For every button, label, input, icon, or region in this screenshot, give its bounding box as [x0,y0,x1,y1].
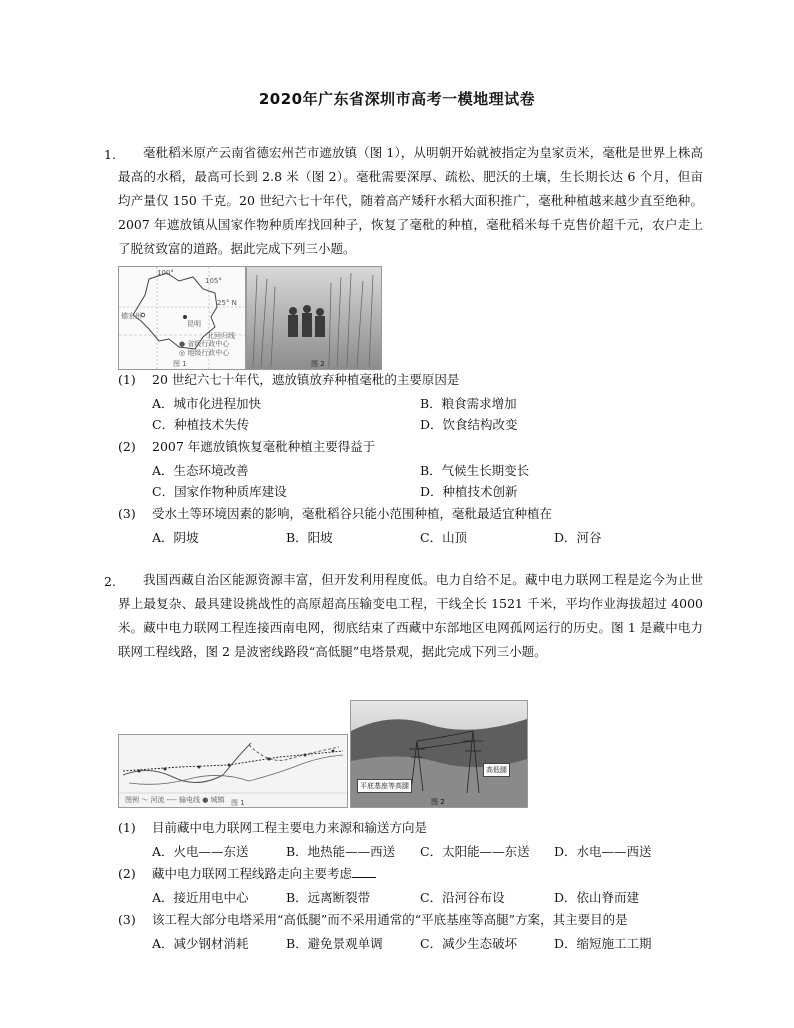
q2-sub3-option-d[interactable]: D．缩短施工工期 [554,936,652,951]
fig2-caption: 图 2 [311,360,325,368]
q2-sub2-option-a[interactable]: A．接近用电中心 [152,890,249,905]
q2-sub3-options [152,933,652,954]
q2-sub3-stem [118,910,628,930]
question-2-stem: 我国西藏自治区能源资源丰富，但开发利用程度低。电力自给不足。藏中电力联网工程是迄今为止世界上最复杂、最具建设挑战性的高原超高压输变电工程，干线全长 1521 千米，平均作业海拔超过 4000 米。藏中电力联网工程连接西南电网，彻底结束了西藏中东部地区电网孤网运行的历史。图 1 是藏中电力联网工程线路，图 2 是波密线路段“高低腿”电塔景观，据此完成下列三小题。 [118,572,703,659]
q1-sub3-number: (3) [118,506,136,521]
fig1-place2: 昆明 [187,320,201,328]
q2-sub3-text: 该工程大部分电塔采用“高低腿”而不采用通常的“平底基座等高腿”方案，其主要目的是 [152,912,628,927]
q2-sub1-number: (1) [118,820,136,835]
q1-sub1-text: 20 世纪六七十年代，遮放镇放弃种植毫秕的主要原因是 [152,372,460,387]
q1-sub3-option-a[interactable]: A．阴坡 [152,530,199,545]
q1-sub1-stem [118,370,459,390]
fig1-legend1: ● 省级行政中心 [179,340,230,348]
q1-sub2-option-b[interactable]: B．气候生长期变长 [420,463,530,478]
q1-sub3-text: 受水土等环境因素的影响，毫秕稻谷只能小范围种植，毫秕最适宜种植在 [152,506,553,521]
q1-sub1-number: (1) [118,372,136,387]
q2-sub1-options [152,841,652,862]
q2-sub1-option-d[interactable]: D．水电——西送 [554,844,652,859]
q1-sub3-options [152,527,602,548]
question-1-number: 1. [104,147,116,162]
fig1-lat: 25° N [217,299,237,307]
q1-sub2-number: (2) [118,439,136,454]
q2-fig1-legend: 图例 ～ 河流 ---- 输电线 ● 城镇 [125,796,225,804]
q1-sub2-text: 2007 年遮放镇恢复毫秕种植主要得益于 [152,439,376,454]
fig1-legend2: ◎ 地级行政中心 [179,349,230,357]
page-title: 2020年广东省深圳市高考一模地理试卷 [258,90,536,108]
q1-sub2-option-d[interactable]: D．种植技术创新 [420,484,518,499]
q1-sub2-option-c[interactable]: C．国家作物种质库建设 [152,484,287,499]
q1-sub2-stem [118,437,375,457]
q2-sub2-options [152,887,639,908]
q1-sub2-option-a[interactable]: A．生态环境改善 [152,463,249,478]
fig1-place1: 德宏州 [121,312,142,320]
q2-sub1-option-c[interactable]: C．太阳能——东送 [420,844,530,859]
q1-sub1-options [152,393,518,435]
q2-sub1-stem [118,818,427,838]
rice-field-photo-icon [247,267,381,369]
q2-fig2-label2: 高低腿 [483,763,510,777]
fig1-line-label: 北回归线 [207,332,235,340]
question-1-stem: 毫秕稻米原产云南省德宏州芒市遮放镇（图 1），从明朝开始就被指定为皇家贡米，毫秕是世界上株高最高的水稻，最高可长到 2.8 米（图 2）。毫秕需要深厚、疏松、肥沃的土壤，生长期长达 6 个月，但亩均产量仅 150 千克。20 世纪六七十年代，随着高产矮秆水稻大面积推广，毫秕种植越来越少直至绝种。2007 年遮放镇从国家作物种质库找回种子，恢复了毫秕的种植，毫秕稻米每千克售价超千元，农户走上了脱贫致富的道路。据此完成下列三小题。 [118,145,703,256]
q2-sub1-text: 目前藏中电力联网工程主要电力来源和输送方向是 [152,820,428,835]
q1-sub2-options [152,460,529,502]
q1-sub3-stem [118,504,552,524]
fig1-caption: 图 1 [173,360,187,368]
q2-sub2-option-d[interactable]: D．依山脊而建 [554,890,640,905]
q2-figure-1-route-map [118,734,348,808]
q2-sub1-option-a[interactable]: A．火电——东送 [152,844,249,859]
q1-sub3-option-b[interactable]: B．阳坡 [286,530,333,545]
q1-sub1-option-a[interactable]: A．城市化进程加快 [152,396,262,411]
answer-blank[interactable] [352,865,376,878]
q2-sub2-option-c[interactable]: C．沿河谷布设 [420,890,505,905]
q1-figure-1-map [118,266,246,370]
q2-sub3-option-b[interactable]: B．避免景观单调 [286,936,383,951]
q2-sub2-stem [118,864,376,884]
q2-figure-2-tower-photo [350,700,528,808]
q2-sub2-text: 藏中电力联网工程线路走向主要考虑 [152,866,353,881]
q2-fig1-caption: 图 1 [231,799,245,807]
q1-sub1-option-c[interactable]: C．种植技术失传 [152,417,250,432]
q1-sub1-option-d[interactable]: D．饮食结构改变 [420,417,518,432]
q1-sub3-option-c[interactable]: C．山顶 [420,530,468,545]
q2-sub2-number: (2) [118,866,136,881]
q2-sub3-number: (3) [118,912,136,927]
q2-sub3-option-a[interactable]: A．减少钢材消耗 [152,936,249,951]
fig1-lon2: 105° [205,277,222,285]
q2-sub2-option-b[interactable]: B．远离断裂带 [286,890,371,905]
q2-sub3-option-c[interactable]: C．减少生态破坏 [420,936,518,951]
q2-sub1-option-b[interactable]: B．地热能——西送 [286,844,396,859]
fig1-lon1: 100° [157,269,174,277]
q1-sub1-option-b[interactable]: B．粮食需求增加 [420,396,517,411]
q2-fig2-label1: 平底基座等高腿 [357,779,412,793]
q1-sub3-option-d[interactable]: D．河谷 [554,530,602,545]
question-2-number: 2. [104,574,116,589]
q2-fig2-caption: 图 2 [431,798,445,806]
q1-figure-2-photo [246,266,382,370]
